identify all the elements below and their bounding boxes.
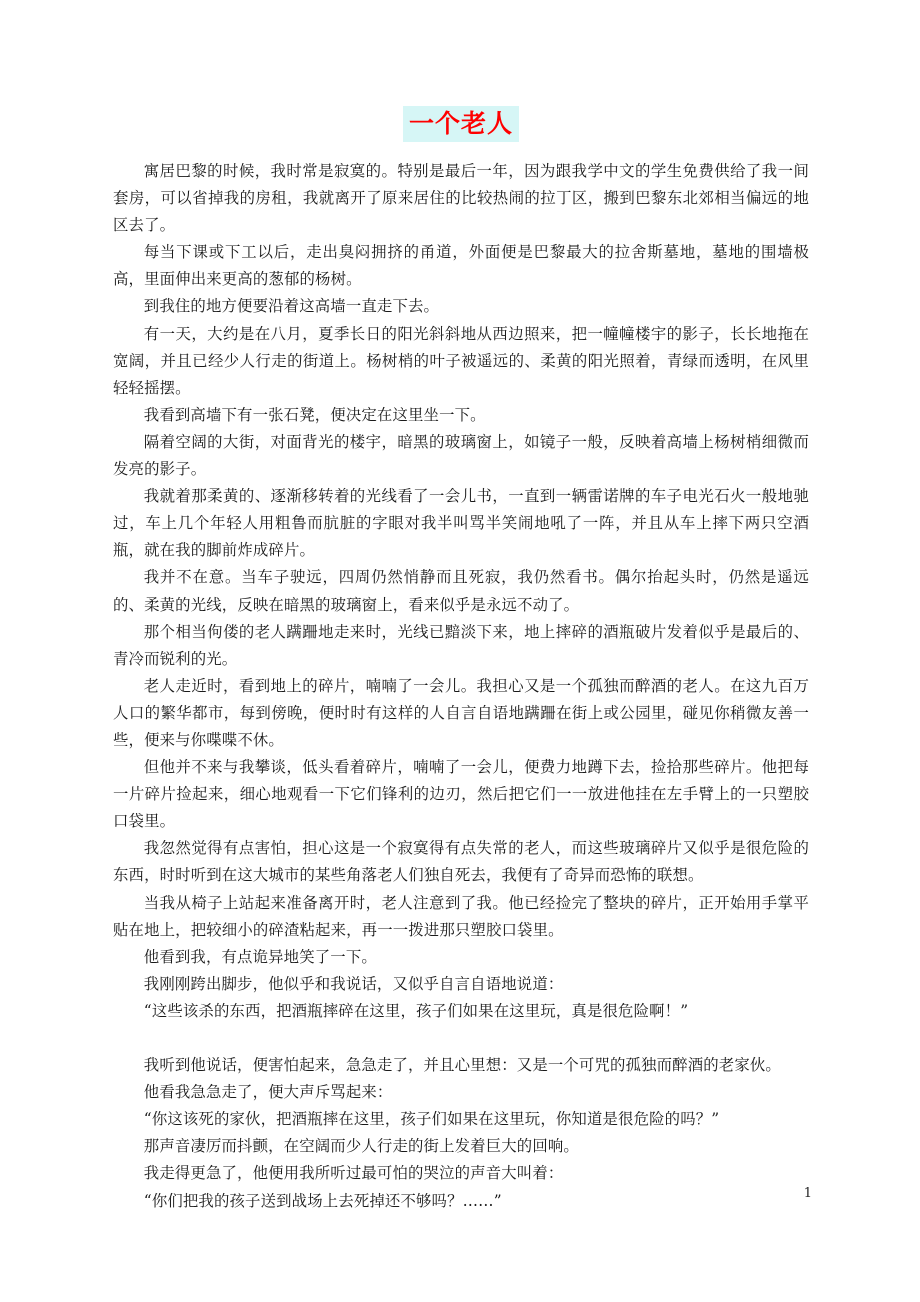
paragraph: 但他并不来与我攀谈，低头看着碎片，喃喃了一会儿，便费力地蹲下去，捡拾那些碎片。他把每一片碎片捡起来，细心地观看一下它们锋利的边刃，然后把它们一一放进他挂在左手臂上的一只塑胶口袋里。 <box>113 758 809 831</box>
paragraph: 当我从椅子上站起来准备离开时，老人注意到了我。他已经捡完了整块的碎片，正开始用手掌平贴在地上，把较细小的碎渣粘起来，再一一拨进那只塑胶口袋里。 <box>113 893 809 939</box>
page-title-text: 一个老人 <box>403 106 519 142</box>
paragraph: “这些该杀的东西，把酒瓶摔碎在这里，孩子们如果在这里玩，真是很危险啊！” <box>143 1001 689 1020</box>
paragraph: 我并不在意。当车子驶远，四周仍然悄静而且死寂，我仍然看书。偶尔抬起头时，仍然是遥远的、柔黄的光线，反映在暗黑的玻璃窗上，看来似乎是永远不动了。 <box>113 568 809 614</box>
paragraph: 寓居巴黎的时候，我时常是寂寞的。特别是最后一年，因为跟我学中文的学生免费供给了我一间套房，可以省掉我的房租，我就离开了原来居住的比较热闹的拉丁区，搬到巴黎东北郊相当偏远的地区去了。 <box>113 162 809 235</box>
paragraph: “你们把我的孩子送到战场上去死掉还不够吗？……” <box>143 1191 502 1210</box>
paragraph: 我走得更急了，他便用我所听过最可怕的哭泣的声音大叫着： <box>143 1164 564 1183</box>
paragraph: “你这该死的家伙，把酒瓶摔在这里，孩子们如果在这里玩，你知道是很危险的吗？” <box>143 1110 720 1129</box>
paragraph: 每当下课或下工以后，走出臭闷拥挤的甬道，外面便是巴黎最大的拉舍斯墓地，墓地的围墙极高，里面伸出来更高的葱郁的杨树。 <box>113 243 809 289</box>
paragraph: 那个相当佝偻的老人蹒跚地走来时，光线已黯淡下来，地上摔碎的酒瓶破片发着似乎是最后的、青冷而锐利的光。 <box>113 622 809 668</box>
paragraph: 老人走近时，看到地上的碎片，喃喃了一会儿。我担心又是一个孤独而醉酒的老人。在这九百万人口的繁华都市，每到傍晚，便时时有这样的人自言自语地蹒跚在街上或公园里，碰见你稍微友善一些，便来与你喋喋不休。 <box>113 676 809 749</box>
paragraph: 我看到高墙下有一张石凳，便决定在这里坐一下。 <box>143 405 486 424</box>
paragraph: 我刚刚跨出脚步，他似乎和我说话，又似乎自言自语地说道： <box>143 974 564 993</box>
paragraph-container <box>113 158 809 1215</box>
paragraph: 他看到我，有点诡异地笑了一下。 <box>143 947 377 966</box>
paragraph-spacer <box>113 1025 809 1052</box>
paragraph: 有一天，大约是在八月，夏季长日的阳光斜斜地从西边照来，把一幢幢楼宇的影子，长长地拖在宽阔，并且已经少人行走的街道上。杨树梢的叶子被遥远的、柔黄的阳光照着，青绿而透明，在风里轻轻摇摆。 <box>113 324 809 397</box>
document-body <box>113 104 809 1215</box>
paragraph: 隔着空阔的大街，对面背光的楼宇，暗黑的玻璃窗上，如镜子一般，反映着高墙上杨树梢细微而发亮的影子。 <box>113 432 809 479</box>
paragraph: 我就着那柔黄的、逐渐移转着的光线看了一会儿书，一直到一辆雷诺牌的车子电光石火一般地驰过，车上几个年轻人用粗鲁而肮脏的字眼对我半叫骂半笑闹地吼了一阵，并且从车上摔下两只空酒瓶，就在我的脚前炸成碎片。 <box>113 487 809 560</box>
paragraph: 到我住的地方便要沿着这高墙一直走下去。 <box>143 297 440 316</box>
paragraph: 他看我急急走了，便大声斥骂起来： <box>143 1083 393 1102</box>
paragraph: 那声音凄厉而抖颤，在空阔而少人行走的街上发着巨大的回响。 <box>143 1137 579 1156</box>
paragraph: 我听到他说话，便害怕起来，急急走了，并且心里想：又是一个可咒的孤独而醉酒的老家伙。 <box>143 1056 781 1075</box>
page-number: 1 <box>803 1186 812 1201</box>
page-title <box>113 104 809 144</box>
paragraph: 我忽然觉得有点害怕，担心这是一个寂寞得有点失常的老人，而这些玻璃碎片又似乎是很危险的东西，时时听到在这大城市的某些角落老人们独自死去，我便有了奇异而恐怖的联想。 <box>113 839 809 885</box>
